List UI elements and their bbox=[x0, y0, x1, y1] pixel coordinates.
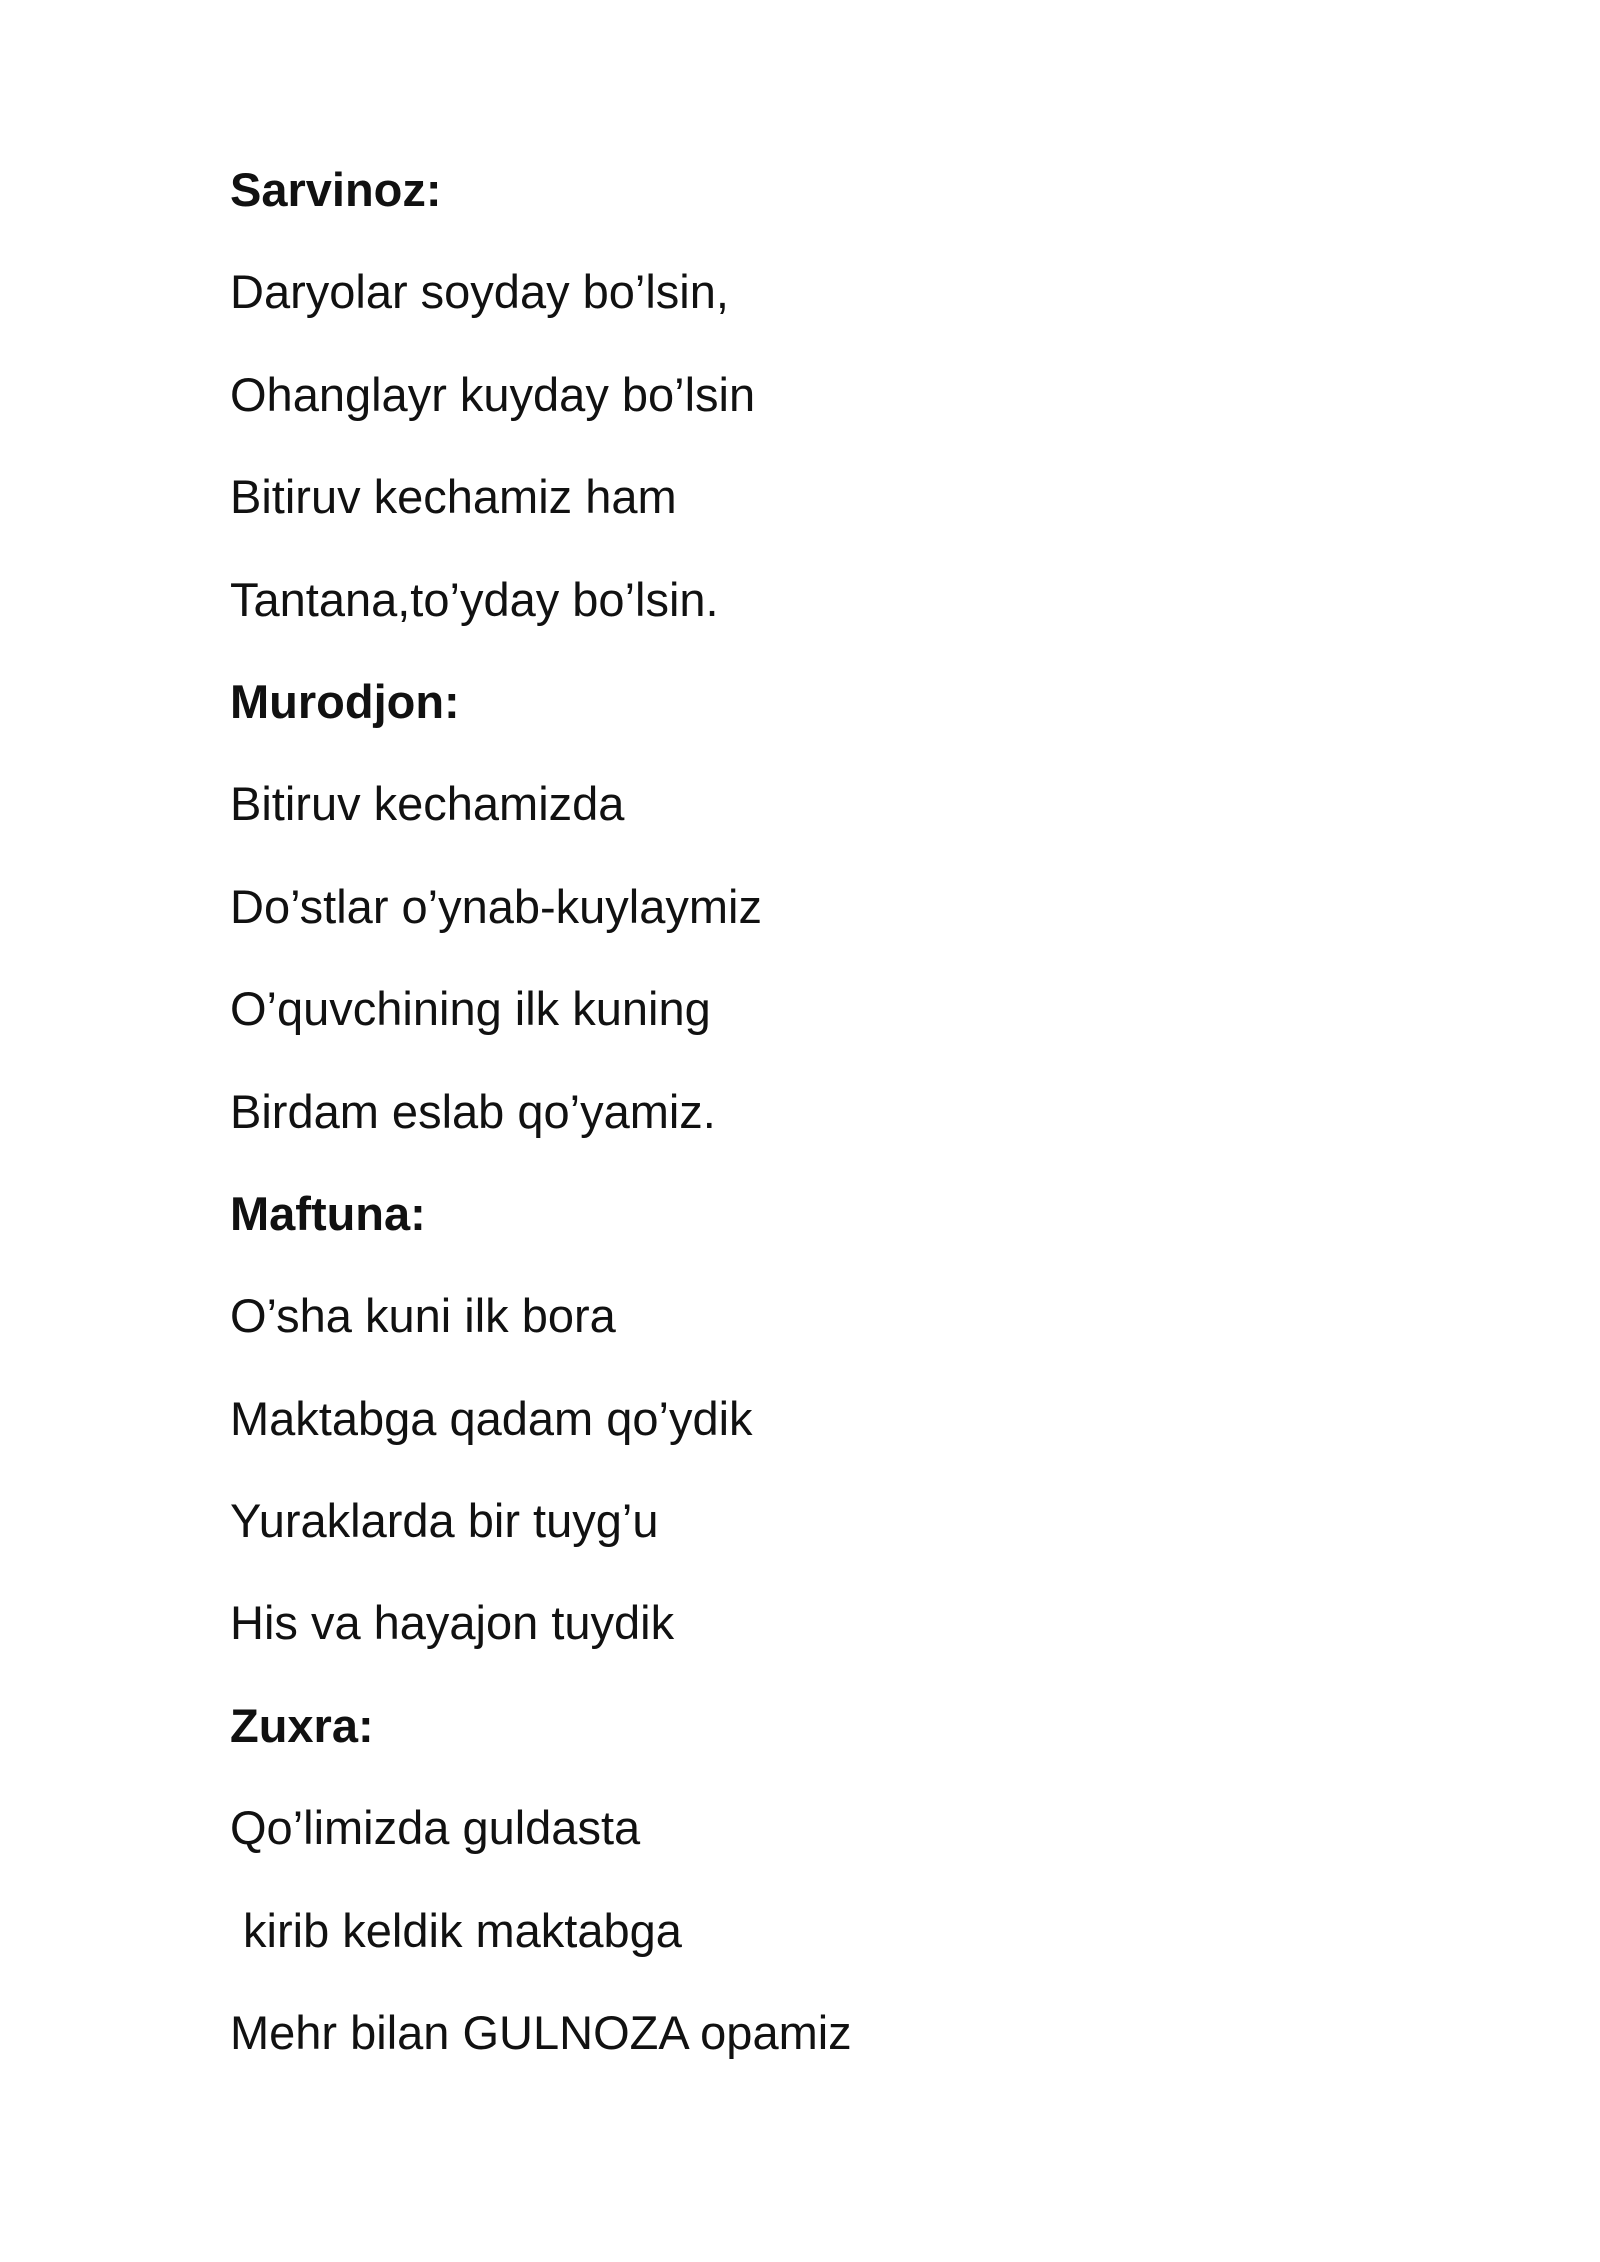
poem-body bbox=[230, 150, 1430, 2095]
poem-line: kirib keldik maktabga bbox=[230, 1903, 682, 1957]
poem-line: Do’stlar o’ynab-kuylaymiz bbox=[230, 879, 762, 933]
poem-line: Mehr bilan GULNOZA opamiz bbox=[230, 2006, 852, 2060]
poem-line: Maktabga qadam qo’ydik bbox=[230, 1391, 753, 1445]
poem-line: Tantana,to’yday bo’lsin. bbox=[230, 572, 719, 626]
speaker-name: Sarvinoz: bbox=[230, 163, 442, 216]
poem-line: Yuraklarda bir tuyg’u bbox=[230, 1494, 659, 1548]
poem-line: O’quvchining ilk kuning bbox=[230, 982, 711, 1036]
poem-line: Bitiruv kechamizda bbox=[230, 777, 625, 831]
poem-line: His va hayajon tuydik bbox=[230, 1596, 675, 1650]
poem-line: Daryolar soyday bo’lsin, bbox=[230, 265, 729, 319]
poem-line: Qo’limizda guldasta bbox=[230, 1801, 641, 1855]
poem-line: Bitiruv kechamiz ham bbox=[230, 470, 677, 524]
poem-line: Birdam eslab qo’yamiz. bbox=[230, 1084, 716, 1138]
speaker-name: Zuxra: bbox=[230, 1698, 374, 1752]
poem-line: Ohanglayr kuyday bo’lsin bbox=[230, 367, 756, 421]
speaker-name: Maftuna: bbox=[230, 1186, 426, 1240]
poem-line: O’sha kuni ilk bora bbox=[230, 1289, 616, 1343]
speaker-name: Murodjon: bbox=[230, 674, 460, 728]
